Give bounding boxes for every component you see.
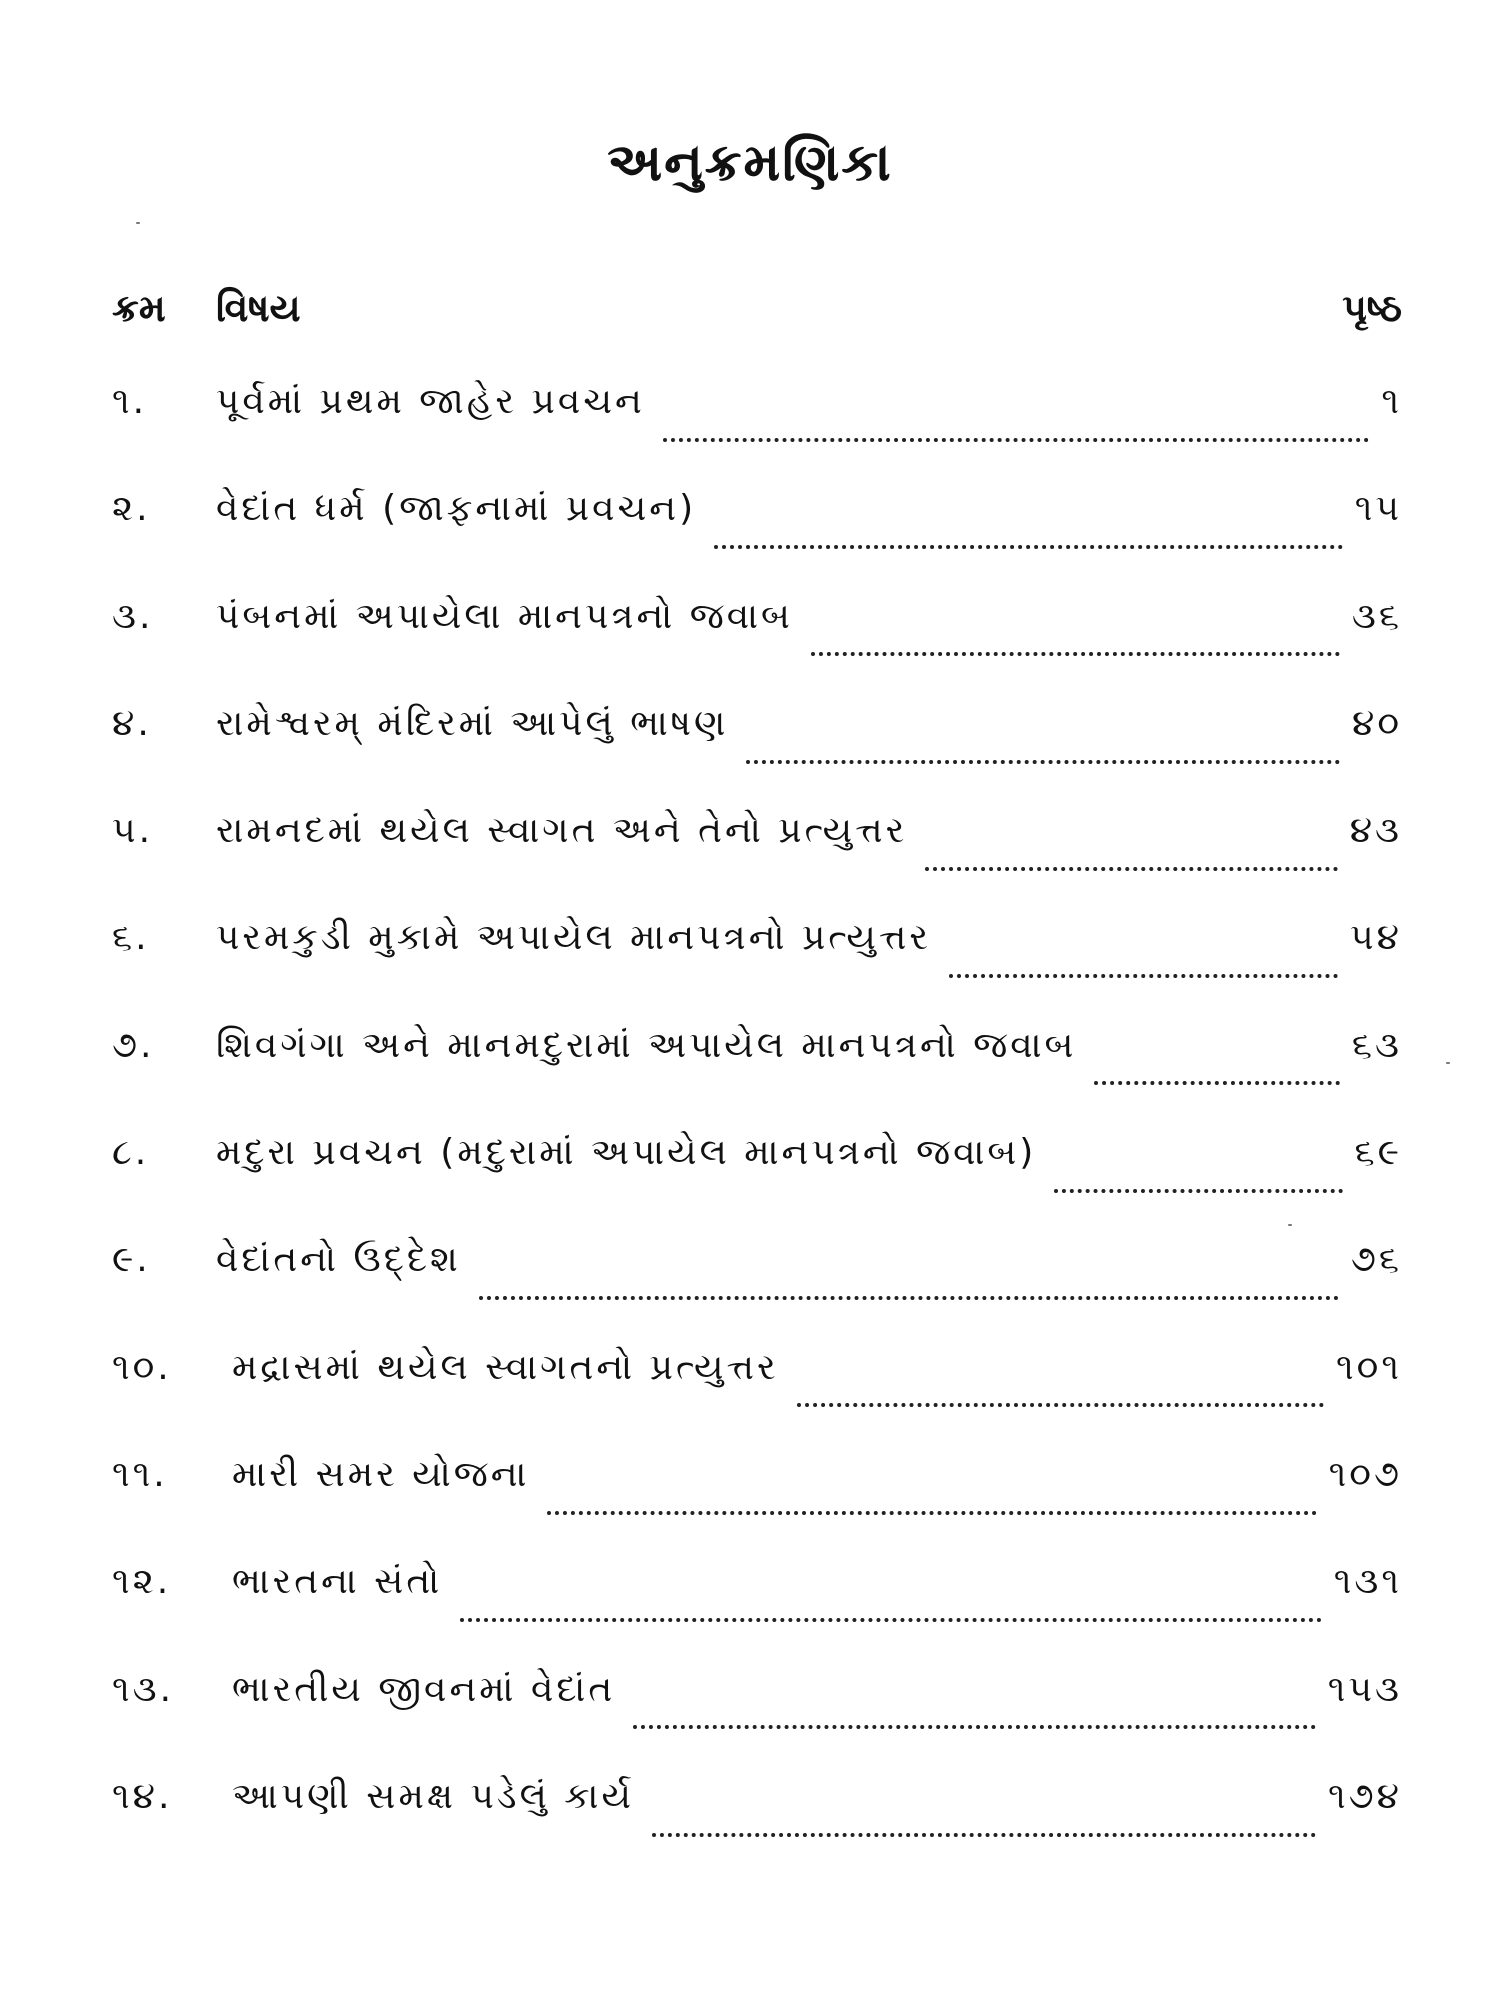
toc-entry bbox=[112, 801, 1402, 908]
entry-page: ૬૯ bbox=[1354, 1132, 1402, 1174]
toc-entry bbox=[112, 479, 1402, 586]
entry-subject: આપણી સમક્ષ પડેલું કાર્ય bbox=[232, 1775, 634, 1817]
entry-subject: શિવગંગા અને માનમદુરામાં અપાયેલ માનપત્રનો જવાબ bbox=[216, 1024, 1077, 1066]
dot-leader bbox=[460, 1618, 1322, 1622]
entry-number: ૨. bbox=[112, 488, 151, 530]
entry-subject: રામનદમાં થયેલ સ્વાગત અને તેનો પ્રત્યુત્તર bbox=[216, 810, 908, 852]
entry-number: ૧૩. bbox=[112, 1668, 175, 1710]
entry-page: ૪૦ bbox=[1352, 702, 1402, 744]
entry-subject: વેદાંત ધર્મ (જાફનામાં પ્રવચન) bbox=[216, 488, 697, 530]
toc-entry bbox=[112, 908, 1402, 1015]
toc-entry bbox=[112, 587, 1402, 694]
scan-speck bbox=[1288, 1224, 1292, 1226]
toc-entry bbox=[112, 1552, 1402, 1659]
entry-page: ૧૫૩ bbox=[1327, 1668, 1402, 1710]
entry-page: ૫૪ bbox=[1350, 917, 1402, 959]
toc-entry bbox=[112, 694, 1402, 801]
entry-number: ૩. bbox=[112, 595, 154, 637]
header-page-label: પૃષ્ઠ bbox=[1342, 286, 1402, 330]
header-subject-label: વિષય bbox=[216, 286, 301, 330]
entry-subject: મદ્રાસમાં થયેલ સ્વાગતનો પ્રત્યુત્તર bbox=[232, 1346, 779, 1388]
dot-leader bbox=[1054, 1189, 1342, 1193]
toc-list bbox=[112, 372, 1402, 1874]
entry-subject: પરમકુડી મુકામે અપાયેલ માનપત્રનો પ્રત્યુત્તર bbox=[216, 917, 931, 959]
entry-page: ૧ bbox=[1381, 381, 1402, 422]
entry-page: ૭૬ bbox=[1350, 1239, 1402, 1281]
entry-number: ૪. bbox=[112, 702, 152, 744]
entry-subject: પંબનમાં અપાયેલા માનપત્રનો જવાબ bbox=[216, 595, 793, 637]
entry-number: ૧૦. bbox=[112, 1346, 172, 1388]
entry-number: ૯. bbox=[112, 1239, 151, 1281]
dot-leader bbox=[925, 867, 1337, 871]
dot-leader bbox=[547, 1511, 1316, 1515]
entry-page: ૩૬ bbox=[1351, 595, 1402, 637]
entry-page: ૧૫ bbox=[1354, 488, 1402, 530]
entry-subject: ભારતના સંતો bbox=[232, 1561, 443, 1603]
entry-subject: ભારતીય જીવનમાં વેદાંત bbox=[232, 1668, 616, 1710]
entry-subject: વેદાંતનો ઉદ્દેશ bbox=[216, 1239, 461, 1281]
toc-entry bbox=[112, 1338, 1402, 1445]
dot-leader bbox=[652, 1833, 1316, 1837]
entry-number: ૧૧. bbox=[112, 1453, 168, 1495]
entry-number: ૧૨. bbox=[112, 1561, 172, 1603]
dot-leader bbox=[714, 545, 1343, 549]
dot-leader bbox=[663, 438, 1369, 442]
entry-page: ૧૭૪ bbox=[1328, 1775, 1402, 1817]
entry-number: ૧. bbox=[112, 381, 148, 422]
scan-speck bbox=[1446, 1062, 1450, 1064]
entry-page: ૧૩૧ bbox=[1333, 1561, 1402, 1603]
entry-number: ૫. bbox=[112, 810, 154, 852]
header-number-label: ક્રમ bbox=[112, 286, 166, 330]
entry-number: ૬. bbox=[112, 917, 150, 959]
toc-entry bbox=[112, 1230, 1402, 1337]
entry-page: ૬૩ bbox=[1351, 1024, 1402, 1066]
entry-subject: મારી સમર યોજના bbox=[232, 1453, 530, 1495]
toc-entry bbox=[112, 372, 1402, 479]
dot-leader bbox=[1094, 1081, 1339, 1085]
entry-subject: રામેશ્વરમ્ મંદિરમાં આપેલું ભાષણ bbox=[216, 702, 729, 744]
toc-entry bbox=[112, 1016, 1402, 1123]
toc-entry bbox=[112, 1660, 1402, 1767]
toc-entry bbox=[112, 1123, 1402, 1230]
entry-subject: પૂર્વમાં પ્રથમ જાહેર પ્રવચન bbox=[216, 381, 645, 422]
dot-leader bbox=[746, 760, 1340, 764]
toc-entry bbox=[112, 1767, 1402, 1874]
entry-number: ૭. bbox=[112, 1024, 155, 1066]
toc-entry bbox=[112, 1445, 1402, 1552]
page-title: અનુક્રમણિકા bbox=[607, 133, 893, 193]
dot-leader bbox=[797, 1403, 1324, 1407]
dot-leader bbox=[949, 974, 1338, 978]
entry-page: ૧૦૭ bbox=[1328, 1453, 1402, 1495]
scan-speck bbox=[136, 222, 140, 224]
dot-leader bbox=[633, 1725, 1316, 1729]
toc-header bbox=[112, 278, 1402, 338]
entry-page: ૪૩ bbox=[1349, 810, 1402, 852]
entry-number: ૮. bbox=[112, 1132, 150, 1174]
dot-leader bbox=[479, 1296, 1339, 1300]
entry-subject: મદુરા પ્રવચન (મદુરામાં અપાયેલ માનપત્રનો જવાબ) bbox=[216, 1132, 1037, 1174]
dot-leader bbox=[811, 652, 1340, 656]
entry-number: ૧૪. bbox=[112, 1775, 173, 1817]
entry-page: ૧૦૧ bbox=[1336, 1346, 1402, 1388]
